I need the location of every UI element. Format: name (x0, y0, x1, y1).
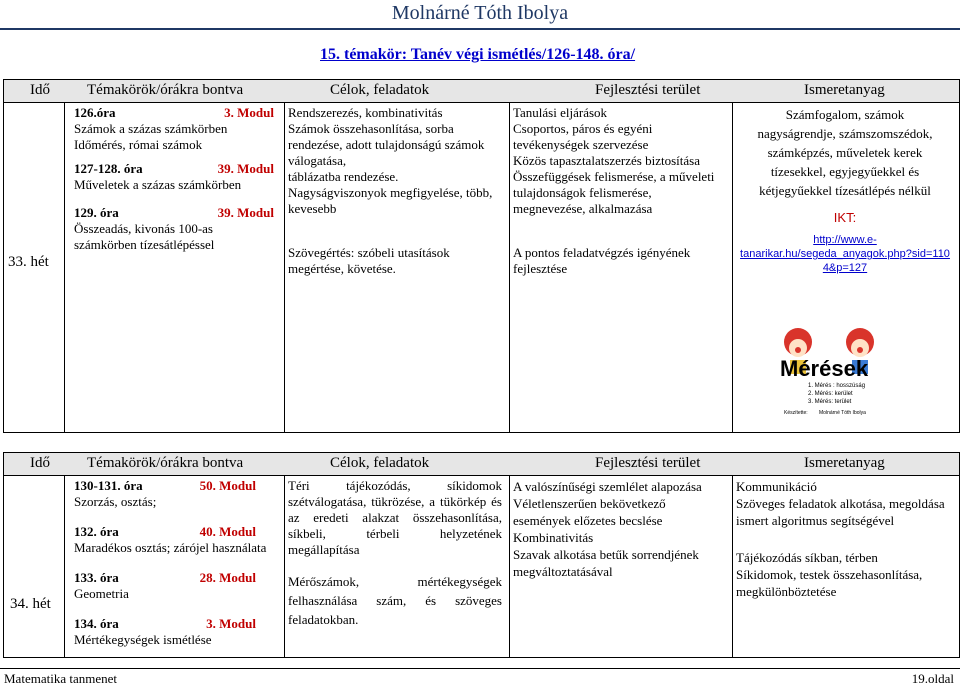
lesson-module: 40. Modul (199, 524, 256, 539)
lessons-cell (74, 478, 267, 648)
table-header-2 (4, 453, 959, 476)
lesson-hour: 126.óra (74, 105, 116, 120)
lesson-module: 3. Modul (206, 616, 256, 631)
lesson-module: 28. Modul (199, 570, 256, 585)
col-divider (732, 475, 733, 657)
lesson-hour: 127-128. óra (74, 161, 143, 176)
ikt-label: IKT: (833, 210, 857, 225)
knowledge-cell (736, 105, 954, 275)
col-divider (284, 475, 285, 657)
lesson-module: 39. Modul (217, 161, 274, 176)
lesson-hour: 133. óra (74, 570, 119, 585)
ikt-link[interactable]: http://www.e- (813, 234, 877, 246)
image-credit (784, 410, 866, 416)
knowledge-text: számképzés, műveletek kerek (767, 145, 923, 160)
col-divider (64, 102, 65, 432)
col-dev: Fejlesztési terület (595, 82, 701, 98)
topic-title: 15. témakör: Tanév végi ismétlés/126-148. óra/ (320, 46, 636, 63)
dev-text: Összefüggések felismerése, a műveleti tulajdonságok felismerése, megnevezése, alkalmazása (513, 169, 715, 216)
col-dev: Fejlesztési terület (595, 455, 701, 471)
col-divider (509, 102, 510, 432)
col-topics: Témakörök/órákra bontva (87, 82, 244, 98)
lesson-line: Összeadás, kivonás 100-as (74, 221, 213, 236)
knowledge-text: Síkidomok, testek összehasonlítása, megkülönböztetése (736, 567, 923, 599)
knowledge-cell (736, 478, 950, 600)
dev-cell (513, 105, 725, 277)
lesson-module: 39. Modul (217, 205, 274, 220)
lesson-line: Mértékegységek ismétlése (74, 632, 212, 647)
lesson-line: számkörben tízesátlépéssel (74, 237, 215, 252)
knowledge-text: kétjegyűekkel tízesátlépés nélkül (759, 183, 931, 198)
lesson-line: Számok a százas számkörben (74, 121, 228, 136)
lessons-cell (74, 105, 274, 253)
dev-text: Tanulási eljárások (513, 105, 608, 120)
image-list (808, 382, 865, 406)
dev-text: Szavak alkotása betűk sorrendjének megváltoztatásával (513, 547, 699, 579)
goal-text: Számok összehasonlítása, sorba rendezése, adott tulajdonságú számok válogatása, (288, 121, 485, 168)
knowledge-text: tízesekkel, egyjegyűekkel és (770, 164, 920, 179)
col-time: Idő (30, 455, 50, 471)
goals-cell (288, 478, 502, 629)
knowledge-text: Tájékozódás síkban, térben (736, 550, 878, 565)
header-rule (0, 28, 960, 30)
knowledge-text: Szöveges feladatok alkotása, megoldása ismert algoritmus segítségével (736, 496, 945, 528)
meresek-illustration (772, 322, 888, 418)
col-divider (64, 475, 65, 657)
image-title: Mérések (780, 356, 869, 381)
ikt-link[interactable]: 4&p=127 (822, 262, 868, 274)
knowledge-text: Kommunikáció (736, 479, 817, 494)
col-divider (732, 102, 733, 432)
image-credit-name: Molnárné Tóth Ibolya (819, 410, 866, 416)
dev-cell (513, 478, 725, 580)
image-credit-label: Készítette: (784, 410, 808, 416)
footer-rule (0, 668, 960, 669)
goals-cell (288, 105, 500, 277)
week-label: 34. hét (10, 596, 51, 612)
knowledge-text: nagyságrendje, számszomszédok, (757, 126, 933, 141)
col-goals: Célok, feladatok (330, 82, 430, 98)
image-item: 1. Mérés : hosszúság (808, 383, 866, 389)
footer-left: Matematika tanmenet (4, 671, 117, 686)
lesson-hour: 130-131. óra (74, 478, 143, 493)
author-header: Molnárné Tóth Ibolya (391, 2, 569, 24)
col-topics: Témakörök/órákra bontva (87, 455, 244, 471)
knowledge-text: Számfogalom, számok (785, 107, 905, 122)
footer-page-number: 19.oldal (911, 671, 954, 686)
image-item: 3. Mérés: terület (808, 399, 852, 405)
lesson-hour: 132. óra (74, 524, 119, 539)
dev-text: Kombinativitás (513, 530, 594, 545)
lesson-hour: 134. óra (74, 616, 119, 631)
col-knowledge: Ismeretanyag (804, 455, 885, 471)
dev-text: A pontos feladatvégzés igényének fejlesztése (513, 245, 691, 276)
col-divider (284, 102, 285, 432)
dev-text: A valószínűségi szemlélet alapozása (513, 479, 702, 494)
dev-text: Közös tapasztalatszerzés biztosítása (513, 153, 700, 168)
lesson-line: Műveletek a százas számkörben (74, 177, 242, 192)
image-item: 2. Mérés: kerület (808, 391, 853, 397)
goal-text: Rendszerezés, kombinativitás (288, 105, 443, 120)
goal-text: Téri tájékozódás, síkidomok szétválogatása, tükrözése, a tükörkép és az eredeti alakzat összehasonlítása, síkbeli, térbeli helyzetének megállapítása (288, 478, 502, 557)
goal-text: táblázatba rendezése. (288, 169, 399, 184)
lesson-line: Geometria (74, 586, 129, 601)
col-divider (509, 475, 510, 657)
lesson-line: Szorzás, osztás; (74, 494, 157, 509)
table-header-1 (4, 80, 959, 103)
lesson-hour: 129. óra (74, 205, 119, 220)
lesson-line: Időmérés, római számok (74, 137, 203, 152)
dev-text: Véletlenszerűen bekövetkező események előzetes becslése (513, 496, 666, 528)
ikt-link[interactable]: tanarikar.hu/segeda_anyagok.php?sid=110 (740, 248, 950, 260)
week-label: 33. hét (8, 254, 49, 270)
goal-text: Mérőszámok, mértékegységek felhasználása szám, és szöveges feladatokban. (288, 574, 502, 627)
col-time: Idő (30, 82, 50, 98)
goal-text: Nagyságviszonyok megfigyelése, több, kevesebb (288, 185, 493, 216)
lesson-module: 3. Modul (224, 105, 274, 120)
lesson-line: Maradékos osztás; zárójel használata (74, 540, 267, 555)
goal-text: Szövegértés: szóbeli utasítások megértése, követése. (288, 245, 450, 276)
col-knowledge: Ismeretanyag (804, 82, 885, 98)
dev-text: Csoportos, páros és egyéni tevékenységek szervezése (513, 121, 653, 152)
col-goals: Célok, feladatok (330, 455, 430, 471)
lesson-module: 50. Modul (199, 478, 256, 493)
